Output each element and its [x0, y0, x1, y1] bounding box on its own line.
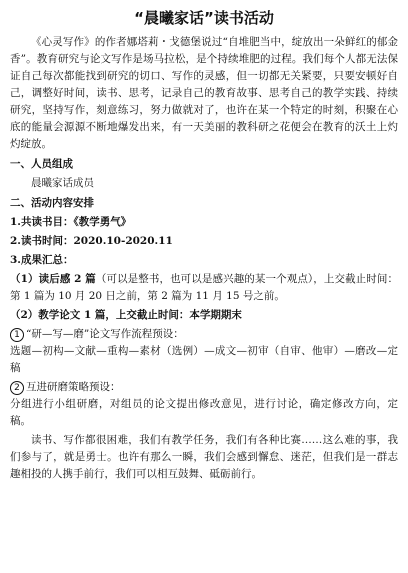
reading-book-label: 1.共读书目： [10, 216, 74, 228]
writing-process-steps: 选题—初构—文献—重构—素材（选例）—成文—初审（自审、他审）—磨改—定稿 [10, 345, 398, 374]
reflection-head: （1）读后感 2 篇 [10, 273, 96, 285]
writing-process-title-line [10, 326, 398, 343]
members-text: 晨曦家话成员 [31, 177, 94, 189]
closing-paragraph: 读书、写作都很困难，我们有教学任务，我们有各种比赛……这么难的事，我们参与了，就是勇士。也许有那么一瞬，我们会感到懈怠、迷茫，但我们是一群志趣相投的人携手前行，我们可以相互鼓舞、砥砺前行。 [10, 434, 398, 480]
paper-requirement: （2）教学论文 1 篇，上交截止时间：本学期期末 [10, 309, 242, 321]
reading-time-line [10, 233, 398, 250]
reading-book-title: 《教学勇气》 [73, 216, 132, 228]
results-summary-label: 3.成果汇总： [10, 254, 74, 266]
peer-review-title: 互进研磨策略预设： [26, 381, 121, 393]
section-heading-members: 一、人员组成 [10, 158, 73, 170]
reflection-detail: （可以是整书，也可以是感兴趣的某一个观点），上交截止时间：第 1 篇为 10 月 20 日之前，第 2 篇为 11 月 15 号之前。 [10, 273, 398, 302]
intro-paragraph: 《心灵写作》的作者娜塔莉・戈德堡说过“自堆肥当中，绽放出一朵鲜红的郁金香”。教育研究与论文写作是场马拉松，是个持续堆肥的过程。我们每个人都无法保证自己每次都能找到研究的切口、写作的灵感，但一切都无关紧要，只要安顿好自己，调整好时间，读书、思考，记录自己的教育故事、思考自己的教学实践、持续研究，坚持写作，刻意练习，努力做就对了，也许在某一个特定的时刻，积聚在心底的能量会源源不断地爆发出来，有一天美丽的教科研之花便会在教育的沃土上灼灼绽放。 [10, 36, 398, 150]
reading-book-line [10, 214, 398, 231]
peer-review-title-line [10, 379, 398, 396]
reflection-requirement [10, 271, 398, 305]
peer-review-body: 分组进行小组研磨，对组员的论文提出修改意见，进行讨论，确定修改方向，定稿。 [10, 398, 398, 427]
writing-process-title: “研—写—磨”论文写作流程预设： [26, 328, 184, 340]
section-heading-content: 二、活动内容安排 [10, 197, 94, 209]
circled-number-1: 1 [10, 328, 24, 342]
reading-time-label: 2.读书时间： [10, 235, 74, 247]
reading-time-value: 2020.10-2020.11 [73, 235, 173, 247]
circled-number-2: 2 [10, 381, 24, 395]
document-title: “晨曦家话”读书活动 [134, 9, 274, 27]
